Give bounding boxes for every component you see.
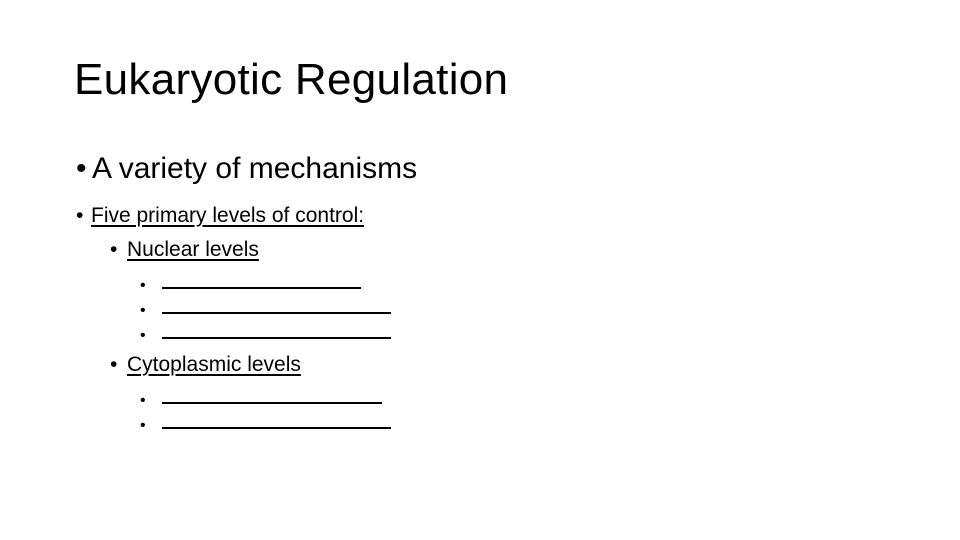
bullet-variety-of-mechanisms (76, 150, 417, 188)
bullet-dot: • (110, 353, 118, 376)
subbullet-text: Nuclear levels (127, 238, 259, 261)
bullet-dot: • (140, 302, 146, 319)
fill-in-blank-line (162, 402, 382, 404)
bullet-dot: • (140, 327, 146, 344)
subbullet-cytoplasmic-levels (110, 351, 301, 379)
bullet-five-primary-levels (76, 202, 364, 230)
blank-item (140, 273, 361, 299)
blank-item (140, 298, 391, 324)
bullet-dot: • (110, 238, 118, 261)
bullet-text: Five primary levels of control: (91, 204, 365, 227)
subbullet-text: Cytoplasmic levels (127, 353, 301, 376)
bullet-dot: • (140, 417, 146, 434)
bullet-dot: • (140, 392, 146, 409)
fill-in-blank-line (162, 337, 391, 339)
blank-item (140, 413, 391, 439)
bullet-text: A variety of mechanisms (92, 152, 418, 185)
blank-item (140, 388, 382, 414)
bullet-dot: • (140, 277, 146, 294)
fill-in-blank-line (162, 312, 391, 314)
bullet-dot: • (76, 152, 87, 185)
blank-item (140, 323, 391, 349)
fill-in-blank-line (162, 287, 361, 289)
slide-title: Eukaryotic Regulation (74, 55, 509, 104)
subbullet-nuclear-levels (110, 236, 259, 264)
fill-in-blank-line (162, 427, 391, 429)
bullet-dot: • (76, 204, 84, 227)
